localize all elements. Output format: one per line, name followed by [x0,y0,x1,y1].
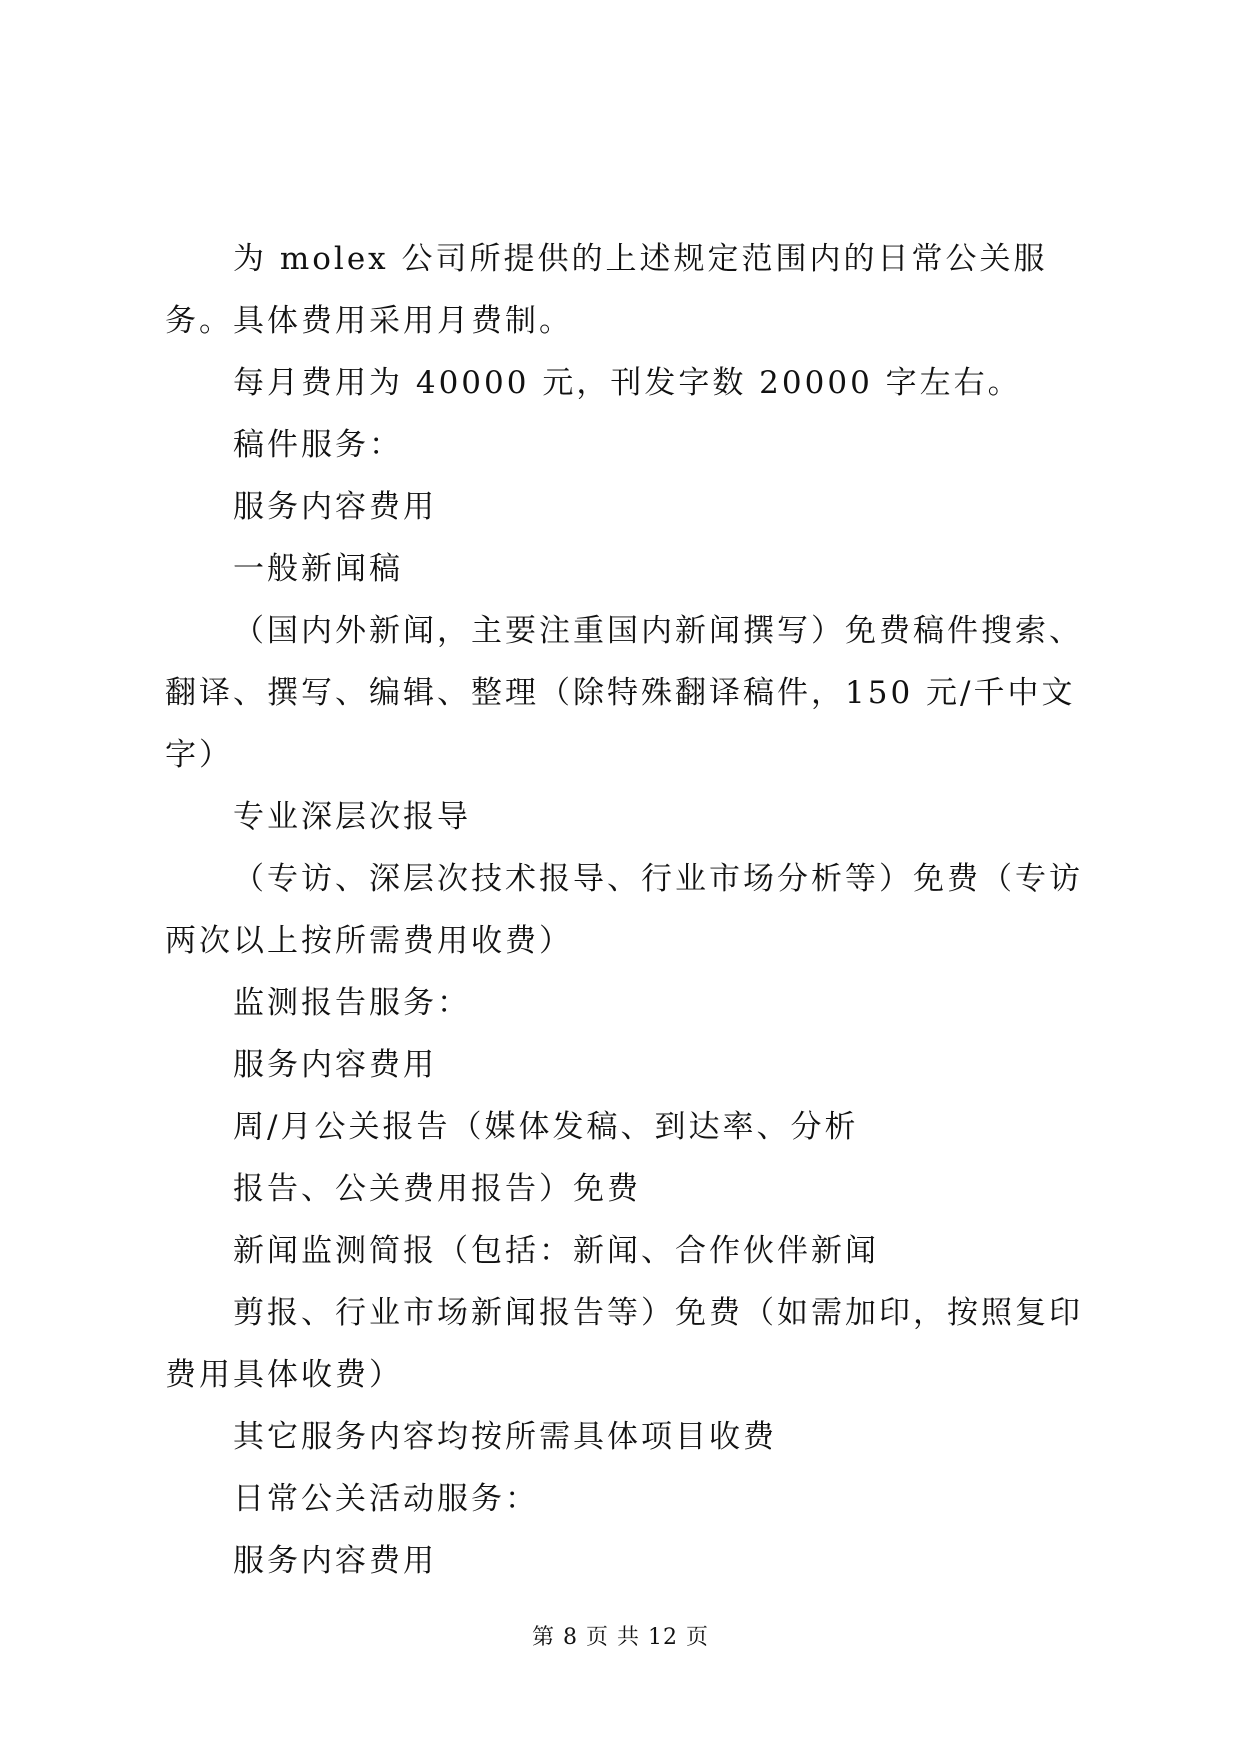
paragraph: 服务内容费用 [233,1047,437,1083]
paragraph: 剪报、行业市场新闻报告等）免费（如需加印，按照复印费用具体收费） [165,1295,1083,1393]
paragraph: 新闻监测简报（包括：新闻、合作伙伴新闻 [233,1233,879,1269]
paragraph: 每月费用为 40000 元，刊发字数 20000 字左右。 [233,365,1022,401]
paragraph: 一般新闻稿 [233,551,403,587]
paragraph: 服务内容费用 [233,489,437,525]
paragraph: 监测报告服务： [233,985,471,1021]
paragraph: 报告、公关费用报告）免费 [233,1171,641,1207]
paragraph: 服务内容费用 [233,1543,437,1579]
paragraph: 专业深层次报导 [233,799,471,835]
paragraph: 日常公关活动服务： [233,1481,539,1517]
paragraph: 其它服务内容均按所需具体项目收费 [233,1419,777,1455]
page-number: 第 8 页 共 12 页 [532,1625,709,1650]
paragraph: 为 molex 公司所提供的上述规定范围内的日常公关服务。具体费用采用月费制。 [165,241,1048,339]
paragraph: （专访、深层次技术报导、行业市场分析等）免费（专访两次以上按所需费用收费） [165,861,1083,959]
paragraph: （国内外新闻，主要注重国内新闻撰写）免费稿件搜索、翻译、撰写、编辑、整理（除特殊翻译稿件，150 元/千中文字） [165,613,1083,773]
paragraph: 稿件服务： [233,427,403,463]
paragraph: 周/月公关报告（媒体发稿、到达率、分析 [233,1109,859,1145]
document-body [165,228,1085,1592]
